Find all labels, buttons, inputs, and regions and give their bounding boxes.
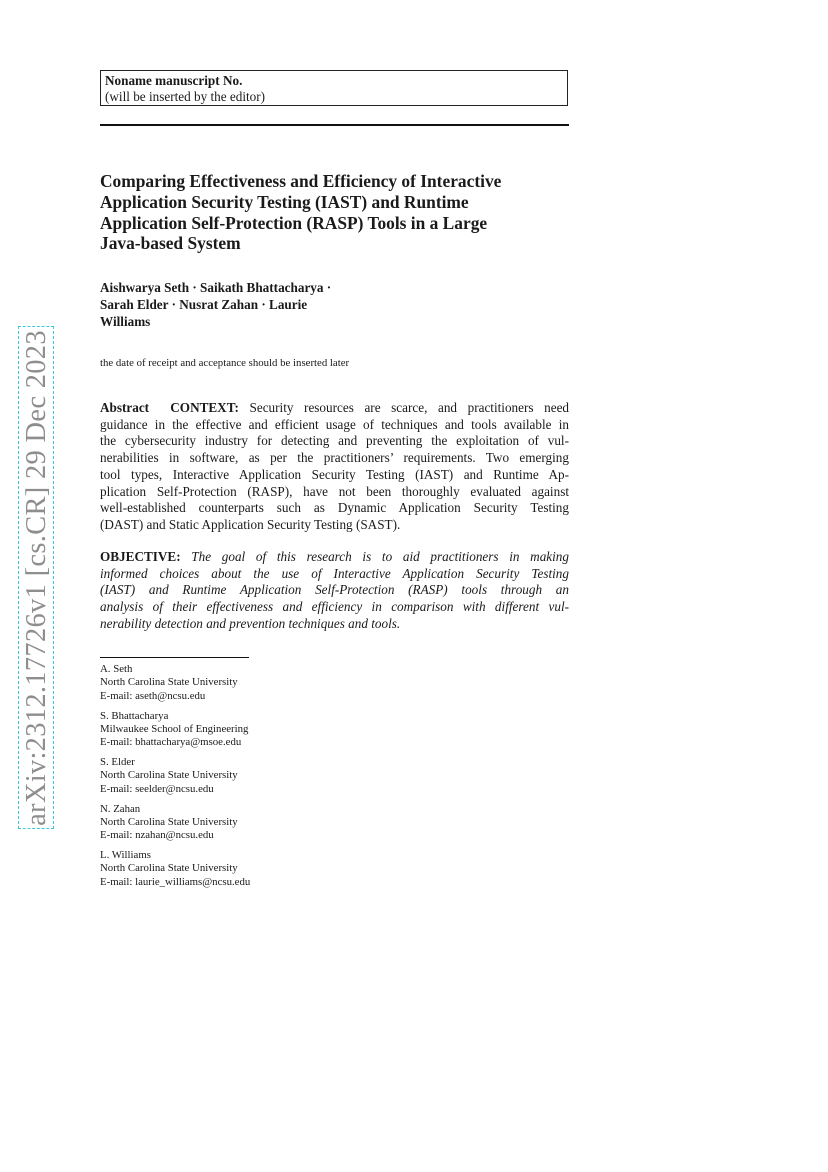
objective-line: The goal of this research is to aid practitioners in making xyxy=(180,549,569,564)
title-line: Application Security Testing (IAST) and Runtime xyxy=(100,191,469,212)
affiliation-name: N. Zahan xyxy=(100,802,141,815)
affiliation-entry xyxy=(100,849,400,889)
affiliation-name: A. Seth xyxy=(100,663,133,675)
abstract-label: Abstract xyxy=(100,400,150,415)
affiliation-entry xyxy=(100,803,400,843)
abstract-line: Security resources are scarce, and practitioners need xyxy=(238,400,569,415)
header-rule xyxy=(100,124,569,126)
footnote-rule xyxy=(100,657,249,658)
affiliation-institution: North Carolina State University xyxy=(100,815,238,828)
objective-line: nerability detection and prevention techniques and tools. xyxy=(100,615,401,631)
abstract-line: the cybersecurity industry for detecting and preventing the exploitation of vul- xyxy=(100,433,569,449)
affiliations xyxy=(100,663,400,896)
objective-label: OBJECTIVE: xyxy=(100,549,181,564)
affiliation-email: E-mail: laurie_williams@ncsu.edu xyxy=(100,875,251,888)
objective-line: (IAST) and Runtime Application Self-Protection (RASP) tools through an xyxy=(100,582,569,598)
affiliation-email: E-mail: aseth@ncsu.edu xyxy=(100,689,206,702)
abstract-line: (DAST) and Static Application Security Testing (SAST). xyxy=(100,516,401,532)
author-line: Sarah Elder · Nusrat Zahan · Laurie xyxy=(100,297,308,312)
paper-title xyxy=(100,171,575,254)
author-list xyxy=(100,279,570,330)
receipt-date-note: the date of receipt and acceptance should be inserted later xyxy=(100,357,350,369)
editor-note: (will be inserted by the editor) xyxy=(105,89,266,104)
affiliation-email: E-mail: seelder@ncsu.edu xyxy=(100,782,214,795)
abstract-objective xyxy=(100,549,569,633)
arxiv-identifier[interactable]: arXiv:2312.17726v1 [cs.CR] 29 Dec 2023 xyxy=(21,330,52,826)
affiliation-institution: North Carolina State University xyxy=(100,676,238,689)
manuscript-number: Noname manuscript No. xyxy=(105,73,243,88)
affiliation-name: L. Williams xyxy=(100,849,151,862)
arxiv-stamp[interactable] xyxy=(22,330,52,826)
affiliation-entry xyxy=(100,756,400,796)
affiliation-email: E-mail: bhattacharya@msoe.edu xyxy=(100,736,242,749)
title-line: Java-based System xyxy=(100,233,241,254)
abstract-line: well-established counterparts such as Dynamic Application Security Testing xyxy=(100,500,569,516)
affiliation-institution: Milwaukee School of Engineering xyxy=(100,722,249,735)
abstract-line: guidance in the effective and efficient usage of techniques and tools available in xyxy=(100,416,569,432)
affiliation-name: S. Elder xyxy=(100,756,135,769)
abstract-line: tool types, Interactive Application Security Testing (IAST) and Runtime Ap- xyxy=(100,466,569,482)
abstract-line: plication Self-Protection (RASP), have not been thoroughly evaluated against xyxy=(100,483,569,499)
affiliation-entry xyxy=(100,710,400,750)
abstract-line: nerabilities in software, as per the practitioners’ requirements. Two emerging xyxy=(100,450,569,466)
abstract-context xyxy=(100,400,569,534)
affiliation-email: E-mail: nzahan@ncsu.edu xyxy=(100,829,214,842)
affiliation-institution: North Carolina State University xyxy=(100,769,238,782)
context-label: CONTEXT: xyxy=(170,400,239,415)
title-line: Application Self-Protection (RASP) Tools in a Large xyxy=(100,212,488,233)
affiliation-entry xyxy=(100,663,400,703)
title-line: Comparing Effectiveness and Efficiency of Interactive xyxy=(100,171,502,191)
objective-line: informed choices about the use of Interactive Application Security Testing xyxy=(100,565,569,581)
objective-line: analysis of their effectiveness and efficiency in comparison with different vul- xyxy=(100,599,569,615)
affiliation-institution: North Carolina State University xyxy=(100,862,238,875)
affiliation-name: S. Bhattacharya xyxy=(100,709,169,722)
author-line: Aishwarya Seth · Saikath Bhattacharya · xyxy=(100,280,332,295)
manuscript-header-box xyxy=(100,70,568,106)
author-line: Williams xyxy=(100,314,151,329)
